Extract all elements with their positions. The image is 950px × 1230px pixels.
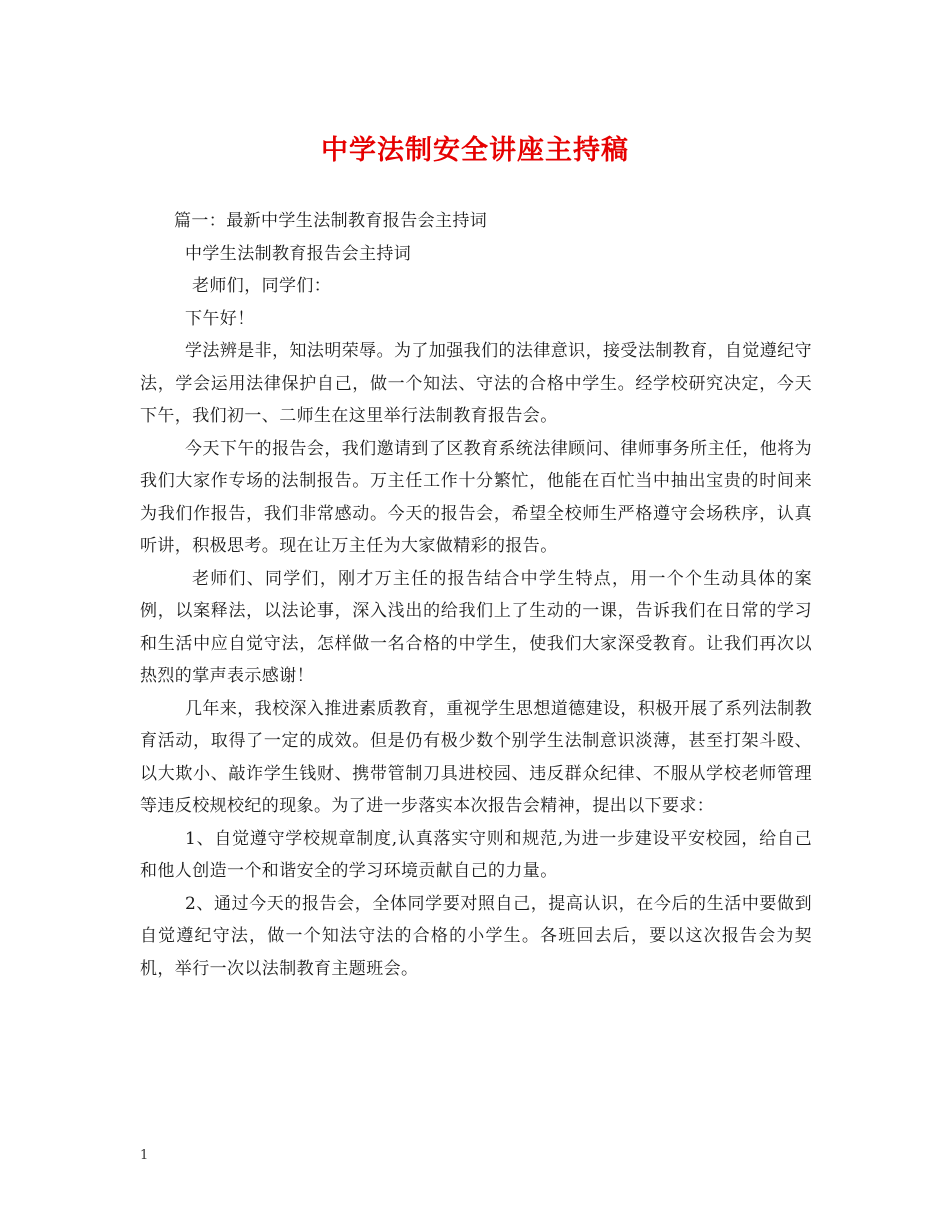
page-number: 1	[140, 1148, 149, 1163]
list-item: 2、通过今天的报告会，全体同学要对照自己，提高认识，在今后的生活中要做到自觉遵纪守法，做一个知法守法的合格的小学生。各班回去后，要以这次报告会为契机，举行一次以法制教育主题班会。	[140, 893, 812, 979]
list-item: 1、自觉遵守学校规章制度,认真落实守则和规范,为进一步建设平安校园，给自己和他人创造一个和谐安全的学习环境贡献自己的力量。	[140, 828, 812, 881]
body-paragraph: 几年来，我校深入推进素质教育，重视学生思想道德建设，积极开展了系列法制教育活动，取得了一定的成效。但是仍有极少数个别学生法制意识淡薄，甚至打架斗殴、以大欺小、敲诈学生钱财、携带管制刀具进校园、违反群众纪律、不服从学校老师管理等违反校规校纪的现象。为了进一步落实本次报告会精神，提出以下要求：	[140, 698, 812, 816]
document-title: 中学法制安全讲座主持稿	[321, 135, 629, 166]
section-heading: 篇一：最新中学生法制教育报告会主持词	[174, 211, 488, 231]
body-paragraph: 老师们、同学们，刚才万主任的报告结合中学生特点，用一个个生动具体的案例，以案释法，以法论事，深入浅出的给我们上了生动的一课，告诉我们在日常的学习和生活中应自觉守法，怎样做一名合格的中学生，使我们大家深受教育。让我们再次以热烈的掌声表示感谢！	[140, 568, 812, 686]
greeting: 下午好！	[185, 308, 255, 329]
speech-title: 中学生法制教育报告会主持词	[185, 243, 412, 264]
body-paragraph: 今天下午的报告会，我们邀请到了区教育系统法律顾问、律师事务所主任，他将为我们大家作专场的法制报告。万主任工作十分繁忙，他能在百忙当中抽出宝贵的时间来为我们作报告，我们非常感动。今天的报告会，希望全校师生严格遵守会场秩序，认真听讲，积极思考。现在让万主任为大家做精彩的报告。	[140, 438, 812, 556]
salutation: 老师们，同学们：	[192, 276, 332, 296]
body-paragraph: 学法辨是非，知法明荣辱。为了加强我们的法律意识，接受法制教育，自觉遵纪守法，学会运用法律保护自己，做一个知法、守法的合格中学生。经学校研究决定，今天下午，我们初一、二师生在这里举行法制教育报告会。	[140, 341, 812, 426]
document-body	[140, 205, 812, 985]
